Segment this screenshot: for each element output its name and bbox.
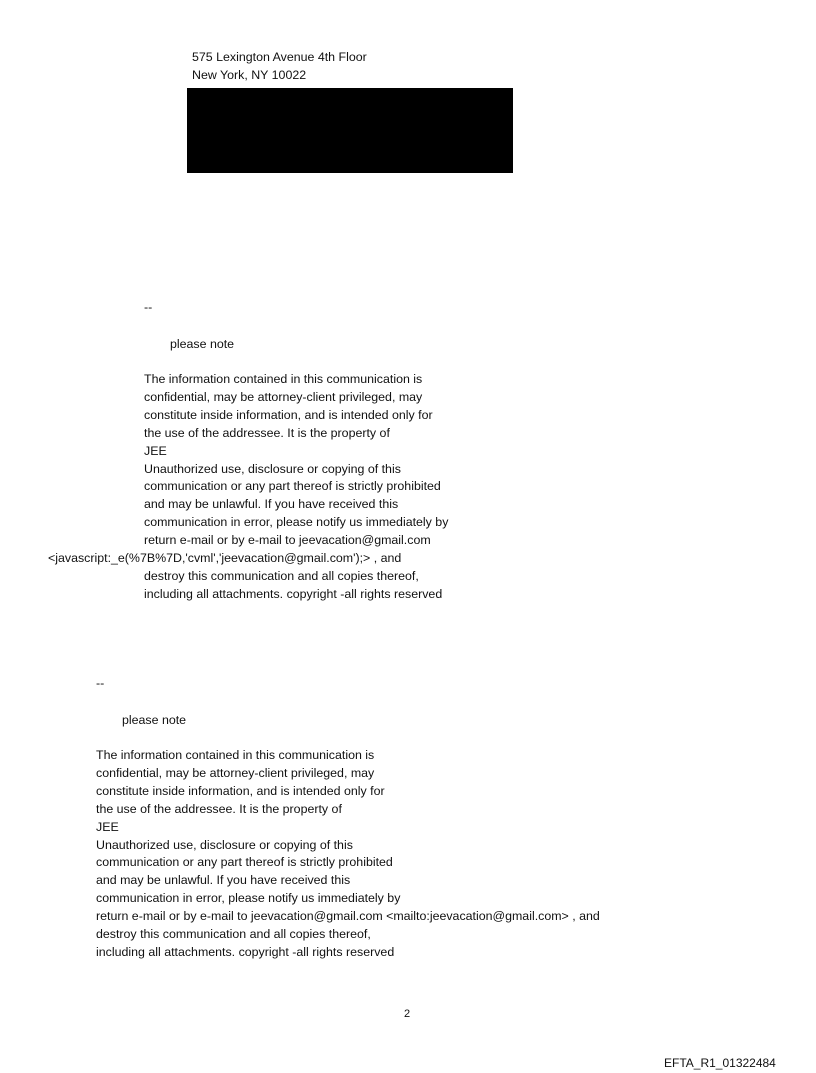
disclaimer-1-javascript-link[interactable]: <javascript:_e(%7B%7D,'cvml','jeevacation@gmail.com');> , and	[48, 551, 402, 566]
disclaimer-2-line: including all attachments. copyright -all rights reserved	[96, 944, 395, 959]
disclaimer-1-line: The information contained in this communication is	[144, 372, 423, 386]
disclaimer-1-line: communication in error, please notify us immediately by	[144, 515, 449, 530]
disclaimer-2-line: communication or any part thereof is strictly prohibited	[96, 855, 393, 870]
separator-1: --	[144, 300, 153, 314]
please-note-heading-2: please note	[122, 713, 187, 727]
disclaimer-2-line: and may be unlawful. If you have received this	[96, 873, 351, 888]
disclaimer-1-line: constitute inside information, and is intended only for	[144, 407, 433, 422]
redaction-box	[187, 88, 513, 173]
disclaimer-1-line: and may be unlawful. If you have received this	[144, 497, 399, 512]
disclaimer-1-line: communication or any part thereof is strictly prohibited	[144, 479, 441, 494]
disclaimer-block-1	[48, 371, 449, 604]
disclaimer-1-line: Unauthorized use, disclosure or copying of this	[144, 461, 401, 476]
disclaimer-2-line: confidential, may be attorney-client privileged, may	[96, 765, 375, 780]
disclaimer-2-line: destroy this communication and all copies thereof,	[96, 927, 371, 942]
disclaimer-1-line: including all attachments. copyright -all rights reserved	[144, 586, 443, 601]
document-id: EFTA_R1_01322484	[664, 1056, 776, 1070]
disclaimer-block-2	[96, 747, 600, 962]
disclaimer-1-line: JEE	[144, 443, 167, 458]
disclaimer-1-line: confidential, may be attorney-client privileged, may	[144, 389, 423, 404]
disclaimer-2-line: JEE	[96, 819, 119, 834]
disclaimer-1-line: destroy this communication and all copies thereof,	[144, 568, 419, 583]
disclaimer-1-line: return e-mail or by e-mail to jeevacation@gmail.com	[144, 533, 431, 548]
separator-2: --	[96, 676, 105, 690]
disclaimer-2-line: Unauthorized use, disclosure or copying of this	[96, 837, 353, 852]
disclaimer-2-mailto-line[interactable]: return e-mail or by e-mail to jeevacation@gmail.com <mailto:jeevacation@gmail.com> , and	[96, 909, 600, 924]
disclaimer-2-line: constitute inside information, and is intended only for	[96, 783, 385, 798]
disclaimer-2-line: The information contained in this communication is	[96, 748, 375, 762]
disclaimer-1-line: the use of the addressee. It is the property of	[144, 425, 390, 440]
please-note-heading-1: please note	[170, 337, 235, 351]
address-line-2: New York, NY 10022	[192, 68, 307, 82]
disclaimer-2-line: communication in error, please notify us immediately by	[96, 891, 401, 906]
disclaimer-2-line: the use of the addressee. It is the property of	[96, 801, 342, 816]
page-number: 2	[404, 1008, 411, 1020]
address-line-1: 575 Lexington Avenue 4th Floor	[192, 50, 367, 64]
